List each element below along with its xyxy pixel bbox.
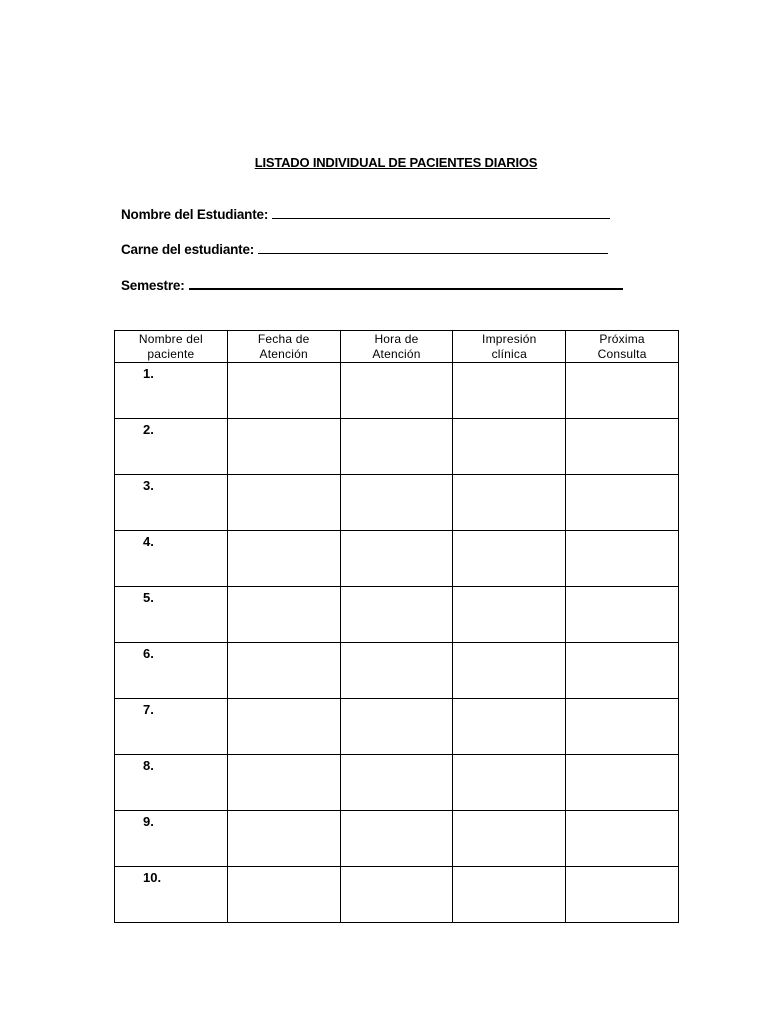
clinical-impression-cell[interactable]	[453, 643, 566, 699]
student-id-label: Carne del estudiante:	[121, 242, 255, 257]
patient-name-cell[interactable]	[115, 587, 228, 643]
attention-date-cell[interactable]	[227, 587, 340, 643]
header-line: Fecha de	[257, 331, 310, 346]
header-line: Atención	[259, 346, 308, 361]
clinical-impression-cell[interactable]	[453, 755, 566, 811]
form-title: LISTADO INDIVIDUAL DE PACIENTES DIARIOS	[254, 155, 538, 170]
table-row	[115, 867, 679, 923]
semester-blank-line[interactable]	[189, 288, 623, 290]
next-appointment-cell[interactable]	[566, 811, 679, 867]
clinical-impression-cell[interactable]	[453, 475, 566, 531]
table-row	[115, 475, 679, 531]
attention-time-cell[interactable]	[340, 755, 453, 811]
header-clinical-impression	[453, 331, 566, 363]
header-line: Nombre del	[138, 331, 203, 346]
attention-time-cell[interactable]	[340, 811, 453, 867]
patient-name-cell[interactable]	[115, 699, 228, 755]
clinical-impression-cell[interactable]	[453, 363, 566, 419]
row-number: 5.	[143, 590, 154, 605]
patient-log-table	[114, 330, 679, 923]
header-line: Próxima	[599, 331, 645, 346]
attention-date-cell[interactable]	[227, 643, 340, 699]
student-name-blank-line[interactable]	[272, 218, 610, 219]
patient-name-cell[interactable]	[115, 531, 228, 587]
attention-date-cell[interactable]	[227, 811, 340, 867]
header-line: paciente	[147, 346, 195, 361]
attention-date-cell[interactable]	[227, 755, 340, 811]
table-header-row	[115, 331, 679, 363]
next-appointment-cell[interactable]	[566, 475, 679, 531]
student-name-field	[121, 207, 610, 222]
table-row	[115, 587, 679, 643]
row-number: 8.	[143, 758, 154, 773]
attention-time-cell[interactable]	[340, 475, 453, 531]
patient-name-cell[interactable]	[115, 755, 228, 811]
row-number: 6.	[143, 646, 154, 661]
attention-date-cell[interactable]	[227, 419, 340, 475]
attention-date-cell[interactable]	[227, 867, 340, 923]
student-id-field	[121, 242, 608, 257]
header-line: Impresión	[482, 331, 537, 346]
row-number: 1.	[143, 366, 154, 381]
header-line: Atención	[372, 346, 421, 361]
attention-time-cell[interactable]	[340, 699, 453, 755]
attention-time-cell[interactable]	[340, 643, 453, 699]
table-row	[115, 643, 679, 699]
header-line: clínica	[491, 346, 527, 361]
patient-name-cell[interactable]	[115, 475, 228, 531]
next-appointment-cell[interactable]	[566, 587, 679, 643]
header-next-appointment	[566, 331, 679, 363]
attention-time-cell[interactable]	[340, 531, 453, 587]
table-row	[115, 811, 679, 867]
attention-date-cell[interactable]	[227, 363, 340, 419]
patient-name-cell[interactable]	[115, 811, 228, 867]
attention-date-cell[interactable]	[227, 699, 340, 755]
clinical-impression-cell[interactable]	[453, 699, 566, 755]
next-appointment-cell[interactable]	[566, 531, 679, 587]
row-number: 10.	[143, 870, 162, 885]
next-appointment-cell[interactable]	[566, 363, 679, 419]
semester-label: Semestre:	[121, 278, 185, 293]
attention-date-cell[interactable]	[227, 531, 340, 587]
patient-name-cell[interactable]	[115, 363, 228, 419]
next-appointment-cell[interactable]	[566, 643, 679, 699]
table-row	[115, 363, 679, 419]
student-name-label: Nombre del Estudiante:	[121, 207, 269, 222]
next-appointment-cell[interactable]	[566, 419, 679, 475]
student-id-blank-line[interactable]	[258, 253, 608, 254]
table-row	[115, 699, 679, 755]
next-appointment-cell[interactable]	[566, 867, 679, 923]
attention-date-cell[interactable]	[227, 475, 340, 531]
clinical-impression-cell[interactable]	[453, 531, 566, 587]
next-appointment-cell[interactable]	[566, 699, 679, 755]
clinical-impression-cell[interactable]	[453, 587, 566, 643]
header-attention-time	[340, 331, 453, 363]
row-number: 3.	[143, 478, 154, 493]
row-number: 7.	[143, 702, 154, 717]
next-appointment-cell[interactable]	[566, 755, 679, 811]
semester-field	[121, 278, 623, 293]
clinical-impression-cell[interactable]	[453, 419, 566, 475]
patient-name-cell[interactable]	[115, 643, 228, 699]
table-row	[115, 419, 679, 475]
table-row	[115, 531, 679, 587]
attention-time-cell[interactable]	[340, 587, 453, 643]
patient-name-cell[interactable]	[115, 867, 228, 923]
clinical-impression-cell[interactable]	[453, 811, 566, 867]
header-line: Consulta	[597, 346, 647, 361]
header-line: Hora de	[374, 331, 419, 346]
header-attention-date	[227, 331, 340, 363]
row-number: 4.	[143, 534, 154, 549]
row-number: 2.	[143, 422, 154, 437]
attention-time-cell[interactable]	[340, 867, 453, 923]
header-patient-name	[115, 331, 228, 363]
clinical-impression-cell[interactable]	[453, 867, 566, 923]
attention-time-cell[interactable]	[340, 363, 453, 419]
patient-name-cell[interactable]	[115, 419, 228, 475]
row-number: 9.	[143, 814, 154, 829]
table-row	[115, 755, 679, 811]
attention-time-cell[interactable]	[340, 419, 453, 475]
